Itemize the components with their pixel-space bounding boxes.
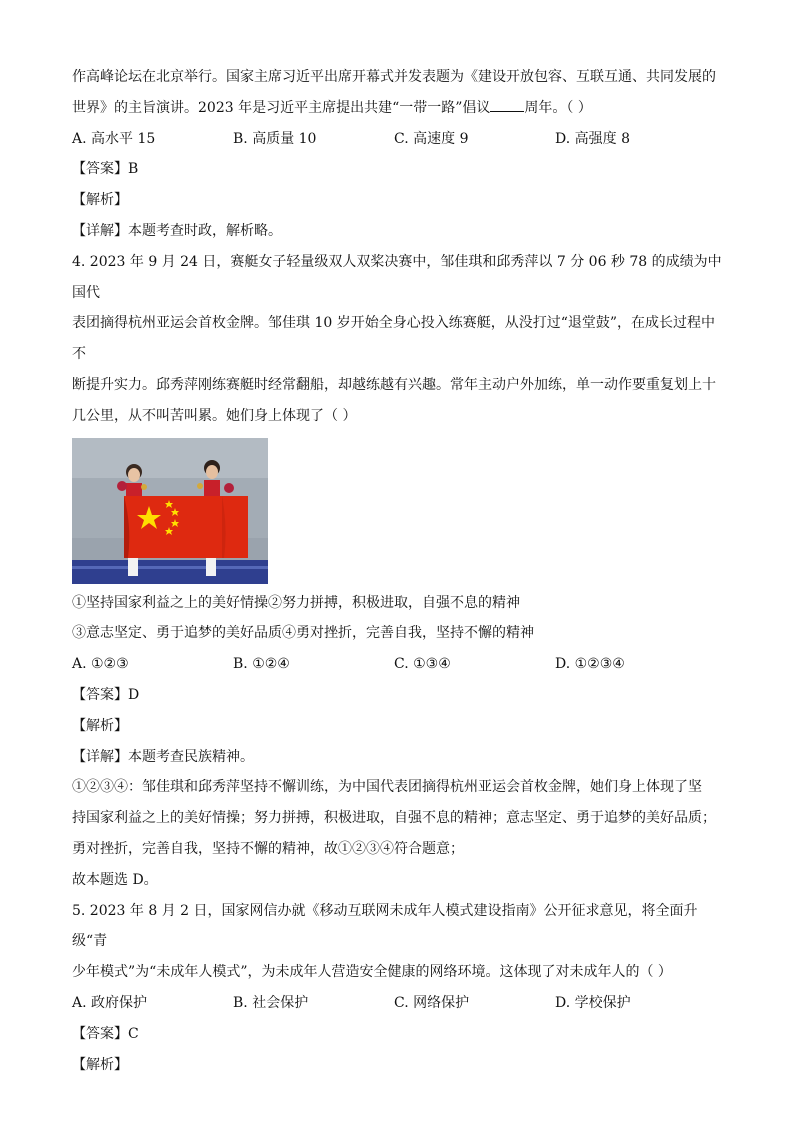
q4-statements-line1: ①坚持国家利益之上的美好情操②努力拼搏，积极进取，自强不息的精神 (72, 594, 520, 611)
q4-stem-line2: 表团摘得杭州亚运会首枚金牌。邹佳琪 10 岁开始全身心投入练赛艇，从没打过“退堂鼓”，在成长过程中不 (72, 315, 716, 363)
q3-options (72, 124, 722, 155)
q4-stem-line3: 断提升实力。邱秀萍刚练赛艇时经常翻船，却越练越有兴趣。常年主动户外加练，单一动作要重复划上十 (72, 376, 716, 393)
q4-detail: 【详解】本题考查民族精神。 (72, 748, 254, 765)
q4-answer: 【答案】D (72, 686, 140, 703)
q5-option-d: D. 学校保护 (555, 994, 631, 1011)
q4-analysis-heading: 【解析】 (72, 717, 128, 734)
q5-analysis-heading: 【解析】 (72, 1056, 128, 1073)
q4-explain-line1: ①②③④：邹佳琪和邱秀萍坚持不懈训练，为中国代表团摘得杭州亚运会首枚金牌，她们身上体现了坚 (72, 779, 702, 796)
q3-stem-text-b: 周年。（ ） (524, 99, 592, 116)
q5-answer: 【答案】C (72, 1025, 139, 1042)
q3-option-b: B. 高质量 10 (233, 130, 317, 147)
q4-stem-line1: 4. 2023 年 9 月 24 日，赛艇女子轻量级双人双桨决赛中，邹佳琪和邱秀萍以 7 分 06 秒 78 的成绩为中国代 (72, 253, 722, 301)
q5-option-c: C. 网络保护 (394, 994, 470, 1011)
q3-option-c: C. 高速度 9 (394, 130, 469, 147)
q4-option-a: A. ①②③ (72, 656, 129, 673)
q3-stem-line1: 作高峰论坛在北京举行。国家主席习近平出席开幕式并发表题为《建设开放包容、互联互通、共同发展的 (72, 69, 716, 85)
q3-answer: 【答案】B (72, 161, 139, 178)
q5-options (72, 988, 722, 1019)
q3-stem-line2 (72, 93, 722, 124)
q5-stem-line1: 5. 2023 年 8 月 2 日，国家网信办就《移动互联网未成年人模式建设指南》公开征求意见，将全面升级“青 (72, 902, 698, 950)
q3-fill-blank (490, 97, 524, 112)
q5-option-b: B. 社会保护 (233, 994, 309, 1011)
q4-option-c: C. ①③④ (394, 656, 451, 673)
q3-stem-text-a: 世界》的主旨演讲。2023 年是习近平主席提出共建“一带一路”倡议 (72, 99, 491, 116)
q3-option-d: D. 高强度 8 (555, 130, 630, 147)
q4-option-b: B. ①②④ (233, 656, 290, 673)
rowers-flag-photo (72, 438, 268, 584)
q4-options (72, 649, 722, 680)
q5-option-a: A. 政府保护 (72, 994, 148, 1011)
q4-option-d: D. ①②③④ (555, 656, 625, 673)
q3-detail: 【详解】本题考查时政，解析略。 (72, 222, 282, 239)
q4-statements-line2: ③意志坚定、勇于追梦的美好品质④勇对挫折，完善自我，坚持不懈的精神 (72, 625, 534, 642)
q4-explain-line2: 持国家利益之上的美好情操；努力拼搏，积极进取，自强不息的精神；意志坚定、勇于追梦的美好品质； (72, 810, 716, 827)
q4-explain-line3: 勇对挫折，完善自我，坚持不懈的精神，故①②③④符合题意； (72, 840, 464, 857)
q3-option-a: A. 高水平 15 (72, 130, 156, 147)
q3-analysis-heading: 【解析】 (72, 192, 128, 209)
q4-conclusion: 故本题选 D。 (72, 871, 158, 888)
q5-stem-line2: 少年模式”为“未成年人模式”，为未成年人营造安全健康的网络环境。这体现了对未成年人的（ ） (72, 964, 672, 981)
q4-stem-line4: 几公里，从不叫苦叫累。她们身上体现了（ ） (72, 407, 357, 424)
document-page (72, 62, 722, 1080)
